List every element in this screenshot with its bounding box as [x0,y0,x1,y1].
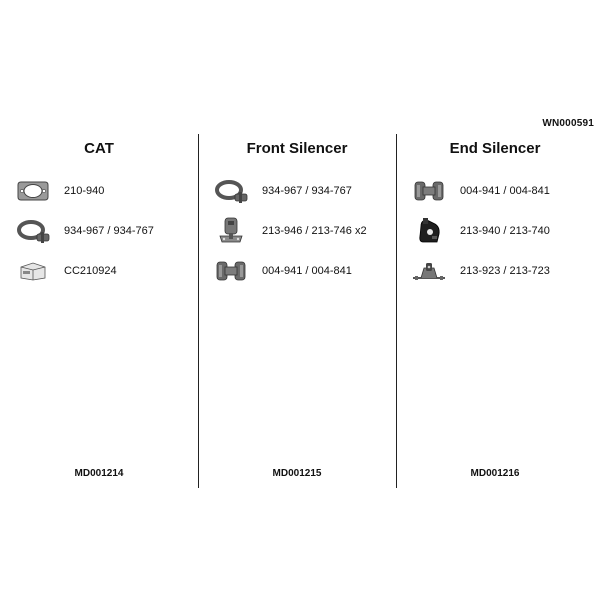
part-code: 210-940 [64,185,105,197]
clamp-icon [14,216,52,246]
part-row [212,176,396,206]
part-row [212,216,396,246]
part-row [410,216,594,246]
rubber-hanger-icon [212,256,250,286]
part-code: CC210924 [64,265,117,277]
column-code: MD001215 [272,468,322,479]
rubber-mount-icon [212,216,250,246]
bracket-mount-icon [410,216,448,246]
part-row [212,256,396,286]
kit-box-icon [14,256,52,286]
column-end-silencer [396,138,594,488]
column-title: End Silencer [449,140,541,157]
column-title: CAT [84,140,114,157]
part-code: 213-923 / 213-723 [460,265,550,277]
column-title: Front Silencer [246,140,348,157]
column-code: MD001216 [470,468,520,479]
part-code: 004-941 / 004-841 [262,265,352,277]
part-row [14,176,198,206]
part-code: 213-940 / 213-740 [460,225,550,237]
part-code: 934-967 / 934-767 [64,225,154,237]
rubber-hanger-icon [410,176,448,206]
column-code: MD001214 [74,468,124,479]
mounting-bracket-icon [410,256,448,286]
reference-code: WN000591 [542,118,594,129]
part-code: 004-941 / 004-841 [460,185,550,197]
part-row [410,256,594,286]
part-code: 934-967 / 934-767 [262,185,352,197]
column-cat [0,138,198,488]
part-row [14,216,198,246]
gasket-icon [14,176,52,206]
part-code: 213-946 / 213-746 x2 [262,225,367,237]
column-front-silencer [198,138,396,488]
part-row [14,256,198,286]
part-row [410,176,594,206]
clamp-icon [212,176,250,206]
